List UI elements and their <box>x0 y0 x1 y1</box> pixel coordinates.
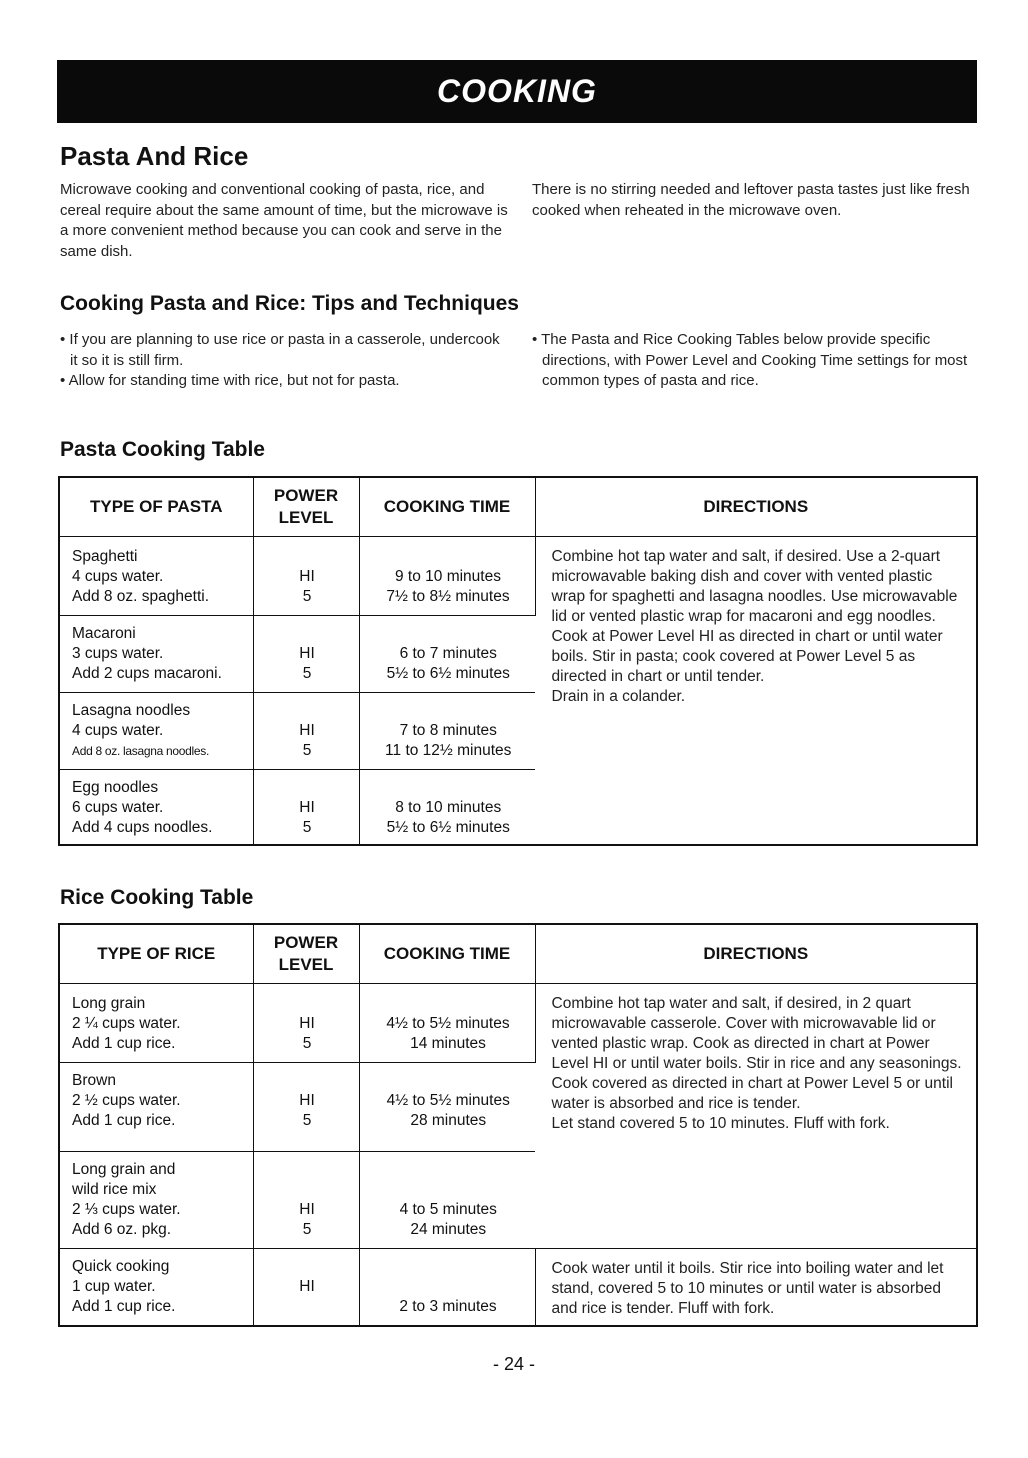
type-line: Add 1 cup rice. <box>72 1298 176 1315</box>
table-row <box>59 1249 977 1327</box>
tip-item: • The Pasta and Rice Cooking Tables below provide specific directions, with Power Level and Cooking Time settings for most common types of pasta and rice. <box>532 331 968 389</box>
time-line <box>372 1257 525 1277</box>
power-line: HI <box>299 799 315 816</box>
power-line: 5 <box>302 742 312 759</box>
type-line: Add 8 oz. lasagna noodles. <box>72 744 209 758</box>
power-line <box>266 1180 349 1200</box>
type-line: Add 6 oz. pkg. <box>72 1221 172 1238</box>
time-line: 4½ to 5½ minutes <box>386 1015 510 1032</box>
time-line: 14 minutes <box>410 1035 486 1052</box>
type-line: Quick cooking <box>72 1258 170 1275</box>
rice-table-title: Rice Cooking Table <box>60 886 254 909</box>
type-line: Lasagna noodles <box>72 702 191 719</box>
time-line: 2 to 3 minutes <box>399 1298 497 1315</box>
power-line <box>266 1257 349 1277</box>
power-line: 5 <box>302 1221 312 1238</box>
time-line <box>372 624 526 644</box>
type-line: 2 ⅓ cups water. <box>72 1201 181 1218</box>
type-line: Long grain and <box>72 1161 176 1178</box>
type-line: 4 cups water. <box>72 568 164 585</box>
type-line: Macaroni <box>72 625 136 642</box>
power-line: HI <box>299 1278 315 1295</box>
type-line: 6 cups water. <box>72 799 164 816</box>
power-line: 5 <box>302 1035 312 1052</box>
direction-paragraph: Cook water until it boils. Stir rice into boiling water and let stand, covered 5 to 10 minutes or until water is absorbed and rice is tender. Fluff with fork. <box>551 1260 944 1317</box>
power-line: HI <box>299 645 315 662</box>
tip-item: • If you are planning to use rice or pasta in a casserole, undercook it so it is still firm. <box>60 331 500 369</box>
intro-left <box>60 180 510 262</box>
time-line: 9 to 10 minutes <box>395 568 501 585</box>
power-line: 5 <box>302 819 312 836</box>
rice-directions <box>536 984 977 1140</box>
intro-left-text: Microwave cooking and conventional cooking of pasta, rice, and cereal require about the same amount of time, but the microwave is a more convenient method because you can cook and serve in the same dish. <box>60 181 508 260</box>
power-line <box>266 994 349 1014</box>
power-line <box>266 1297 349 1317</box>
type-line: Add 2 cups macaroni. <box>72 665 222 682</box>
time-line: 8 to 10 minutes <box>395 799 502 816</box>
type-line: Brown <box>72 1072 116 1089</box>
tips-left <box>60 330 510 392</box>
table-row <box>59 537 977 616</box>
power-line: HI <box>299 1201 315 1218</box>
power-line: HI <box>299 1092 315 1109</box>
time-line <box>372 547 525 567</box>
time-line: 5½ to 6½ minutes <box>386 665 510 682</box>
col-header-power: POWER LEVEL <box>253 477 359 537</box>
direction-paragraph: Combine hot tap water and salt, if desired, in 2 quart microwavable casserole. Cover with microwavable lid or vented plastic wrap. Cook as directed in chart at Power Level HI or until water boils. Stir in rice and any seasonings. <box>551 995 962 1072</box>
time-line: 5½ to 6½ minutes <box>386 819 510 836</box>
pasta-cooking-table <box>58 476 978 846</box>
banner-title: COOKING <box>437 73 597 109</box>
col-header-power: POWER LEVEL <box>253 924 359 984</box>
page-banner <box>57 60 977 123</box>
quick-rice-directions <box>536 1249 977 1325</box>
col-header-type: TYPE OF RICE <box>59 924 253 984</box>
power-line: HI <box>299 722 315 739</box>
type-line: Spaghetti <box>72 548 138 565</box>
time-line: 7 to 8 minutes <box>399 722 497 739</box>
time-line: 7½ to 8½ minutes <box>386 588 510 605</box>
time-line: 28 minutes <box>410 1112 487 1129</box>
power-line <box>266 1071 349 1091</box>
time-line <box>372 701 526 721</box>
tips-right <box>532 330 972 392</box>
power-line: 5 <box>302 588 312 605</box>
time-line <box>372 778 526 798</box>
col-header-directions: DIRECTIONS <box>535 477 977 537</box>
type-line: Add 1 cup rice. <box>72 1035 176 1052</box>
type-line: 2 ½ cups water. <box>72 1092 181 1109</box>
tip-item: • Allow for standing time with rice, but not for pasta. <box>60 372 400 389</box>
time-line: 6 to 7 minutes <box>399 645 497 662</box>
direction-paragraph: Combine hot tap water and salt, if desired. Use a 2-quart microwavable baking dish and cover with vented plastic wrap for spaghetti and lasagna noodles. Use microwavable lid or vented plastic wrap for macaroni and egg noodles. <box>551 548 958 625</box>
time-line <box>372 1071 526 1091</box>
time-line: 11 to 12½ minutes <box>385 742 512 759</box>
type-line: 1 cup water. <box>72 1278 156 1295</box>
page-number: - 24 - <box>492 1354 535 1374</box>
type-line: 3 cups water. <box>72 645 164 662</box>
direction-paragraph: Cook covered as directed in chart at Power Level 5 or until water is absorbed and rice is tender. <box>551 1075 953 1112</box>
intro-right-text: There is no stirring needed and leftover pasta tastes just like fresh cooked when reheated in the microwave oven. <box>532 181 970 219</box>
direction-paragraph: Drain in a colander. <box>551 688 686 705</box>
power-line <box>266 701 349 721</box>
power-line: HI <box>299 568 315 585</box>
section-title: Pasta And Rice <box>60 141 249 171</box>
table-header-row <box>59 477 977 537</box>
type-line: 2 ¼ cups water. <box>72 1015 181 1032</box>
rice-cooking-table <box>58 923 978 1327</box>
time-line <box>372 1160 526 1180</box>
direction-paragraph: Let stand covered 5 to 10 minutes. Fluff with fork. <box>551 1115 890 1132</box>
power-line: 5 <box>302 1112 312 1129</box>
type-line: 4 cups water. <box>72 722 164 739</box>
type-line: Add 1 cup rice. <box>72 1112 176 1129</box>
time-line <box>372 1180 526 1200</box>
col-header-type: TYPE OF PASTA <box>59 477 253 537</box>
intro-right <box>532 180 972 221</box>
type-line: Add 8 oz. spaghetti. <box>72 588 210 605</box>
tips-title: Cooking Pasta and Rice: Tips and Techniques <box>60 292 519 315</box>
col-header-time: COOKING TIME <box>359 924 535 984</box>
direction-paragraph: Cook at Power Level HI as directed in chart or until water boils. Stir in pasta; cook covered at Power Level 5 as directed in chart or until tender. <box>551 628 943 685</box>
type-line: wild rice mix <box>72 1181 157 1198</box>
power-line <box>266 547 349 567</box>
power-line <box>266 1160 349 1180</box>
type-line: Add 4 cups noodles. <box>72 819 213 836</box>
col-header-time: COOKING TIME <box>359 477 535 537</box>
power-line <box>266 624 349 644</box>
power-line <box>266 778 349 798</box>
pasta-table-title: Pasta Cooking Table <box>60 438 265 461</box>
time-line <box>372 994 525 1014</box>
time-line <box>372 1277 525 1297</box>
type-line: Long grain <box>72 995 146 1012</box>
col-header-directions: DIRECTIONS <box>535 924 977 984</box>
table-row <box>59 984 977 1063</box>
table-header-row <box>59 924 977 984</box>
pasta-directions <box>536 537 977 713</box>
power-line: 5 <box>302 665 312 682</box>
type-line: Egg noodles <box>72 779 159 796</box>
time-line: 4½ to 5½ minutes <box>386 1092 510 1109</box>
power-line: HI <box>299 1015 315 1032</box>
time-line: 24 minutes <box>410 1221 487 1238</box>
time-line: 4 to 5 minutes <box>399 1201 497 1218</box>
